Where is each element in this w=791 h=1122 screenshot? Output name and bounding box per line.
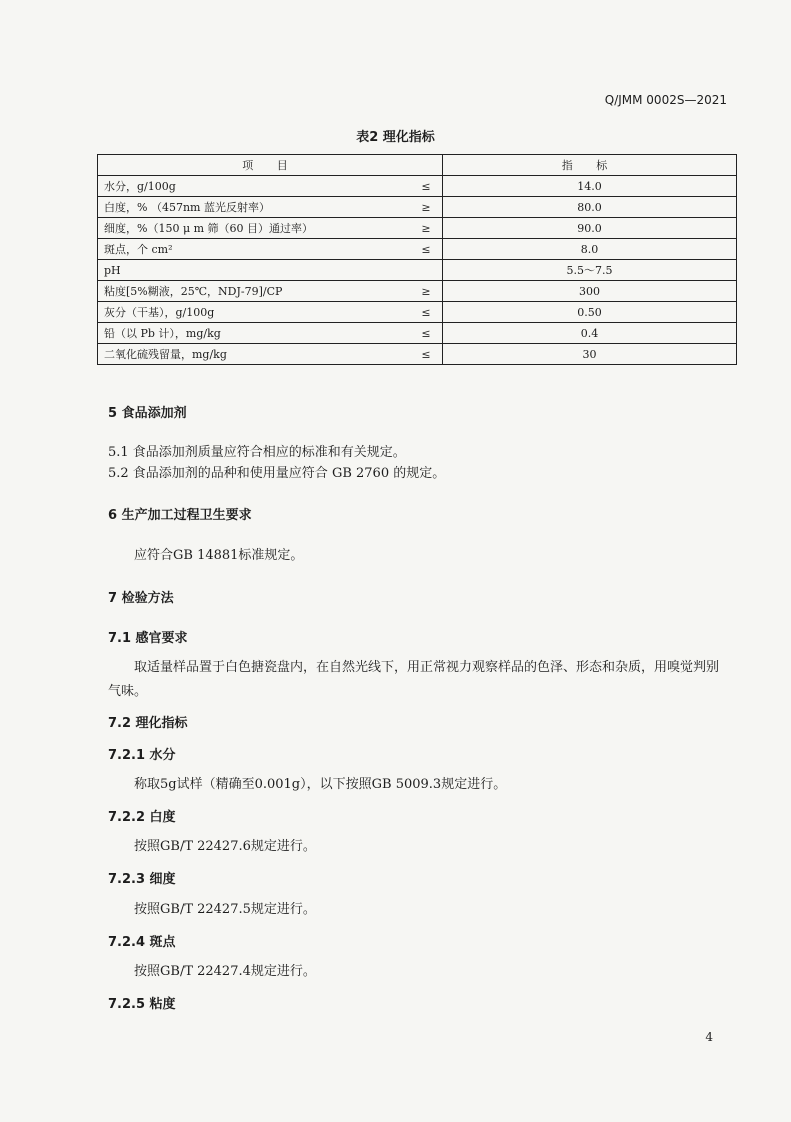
section-heading-5: 5 食品添加剂: [108, 406, 187, 421]
section-7-2-3-text: 按照GB/T 22427.5规定进行。: [134, 902, 316, 917]
row-item-cell: 白度，% （457nm 蓝光反射率）: [98, 197, 411, 218]
section-heading-7-1: 7.1 感官要求: [108, 631, 188, 646]
table-row: [98, 197, 737, 218]
row-item-cell: pH: [98, 260, 411, 281]
row-item-cell: 水分，g/100g: [98, 176, 411, 197]
row-operator-cell: ≥: [410, 281, 443, 302]
section-7-2-4-text: 按照GB/T 22427.4规定进行。: [134, 964, 316, 979]
section-7-2-2-text: 按照GB/T 22427.6规定进行。: [134, 839, 316, 854]
section-6-text: 应符合GB 14881标准规定。: [134, 548, 304, 563]
section-heading-7: 7 检验方法: [108, 591, 174, 606]
section-7-2-1-text: 称取5g试样（精确至0.001g），以下按照GB 5009.3规定进行。: [134, 777, 507, 792]
section-7-1-text: 取适量样品置于白色搪瓷盘内，在自然光线下，用正常视力观察样品的色泽、形态和杂质，用嗅觉判别气味。: [108, 660, 720, 699]
row-item-cell: 斑点，个 cm²: [98, 239, 411, 260]
table-row: [98, 302, 737, 323]
table-row: [98, 218, 737, 239]
row-value-cell: 30: [443, 344, 737, 365]
row-operator-cell: ≥: [410, 197, 443, 218]
row-operator-cell: ≤: [410, 323, 443, 344]
section-heading-7-2-5: 7.2.5 粘度: [108, 997, 176, 1012]
row-operator-cell: [410, 260, 443, 281]
section-heading-7-2: 7.2 理化指标: [108, 716, 188, 731]
row-item-cell: 灰分（干基），g/100g: [98, 302, 411, 323]
page-number: 4: [705, 1030, 713, 1044]
row-item-cell: 二氧化硫残留量，mg/kg: [98, 344, 411, 365]
row-value-cell: 14.0: [443, 176, 737, 197]
clause-5-2: 5.2 食品添加剂的品种和使用量应符合 GB 2760 的规定。: [108, 466, 446, 481]
clause-5-1: 5.1 食品添加剂质量应符合相应的标准和有关规定。: [108, 445, 406, 460]
column-header-item: 项 目: [98, 155, 443, 176]
table-row: [98, 176, 737, 197]
row-value-cell: 300: [443, 281, 737, 302]
table-row: [98, 260, 737, 281]
row-item-cell: 粘度[5%糊液，25℃，NDJ-79]/CP: [98, 281, 411, 302]
row-value-cell: 80.0: [443, 197, 737, 218]
section-heading-7-2-2: 7.2.2 白度: [108, 810, 176, 825]
row-item-cell: 细度，%（150 μ m 筛（60 目）通过率）: [98, 218, 411, 239]
table-row: [98, 239, 737, 260]
row-value-cell: 0.50: [443, 302, 737, 323]
table-caption: 表2 理化指标: [356, 130, 435, 145]
row-item-cell: 铅（以 Pb 计），mg/kg: [98, 323, 411, 344]
row-value-cell: 0.4: [443, 323, 737, 344]
column-header-value: 指 标: [443, 155, 737, 176]
row-value-cell: 5.5～7.5: [443, 260, 737, 281]
row-operator-cell: ≤: [410, 302, 443, 323]
row-operator-cell: ≤: [410, 344, 443, 365]
section-heading-7-2-4: 7.2.4 斑点: [108, 935, 176, 950]
section-heading-7-2-3: 7.2.3 细度: [108, 872, 176, 887]
row-value-cell: 8.0: [443, 239, 737, 260]
table-row: [98, 281, 737, 302]
row-operator-cell: ≥: [410, 218, 443, 239]
section-heading-6: 6 生产加工过程卫生要求: [108, 508, 252, 523]
section-heading-7-2-1: 7.2.1 水分: [108, 748, 176, 763]
table-header-row: [98, 155, 737, 176]
table-row: [98, 344, 737, 365]
document-code: Q/JMM 0002S—2021: [604, 93, 727, 107]
row-operator-cell: ≤: [410, 176, 443, 197]
row-operator-cell: ≤: [410, 239, 443, 260]
physicochemical-spec-table: [97, 154, 737, 365]
row-value-cell: 90.0: [443, 218, 737, 239]
table-row: [98, 323, 737, 344]
